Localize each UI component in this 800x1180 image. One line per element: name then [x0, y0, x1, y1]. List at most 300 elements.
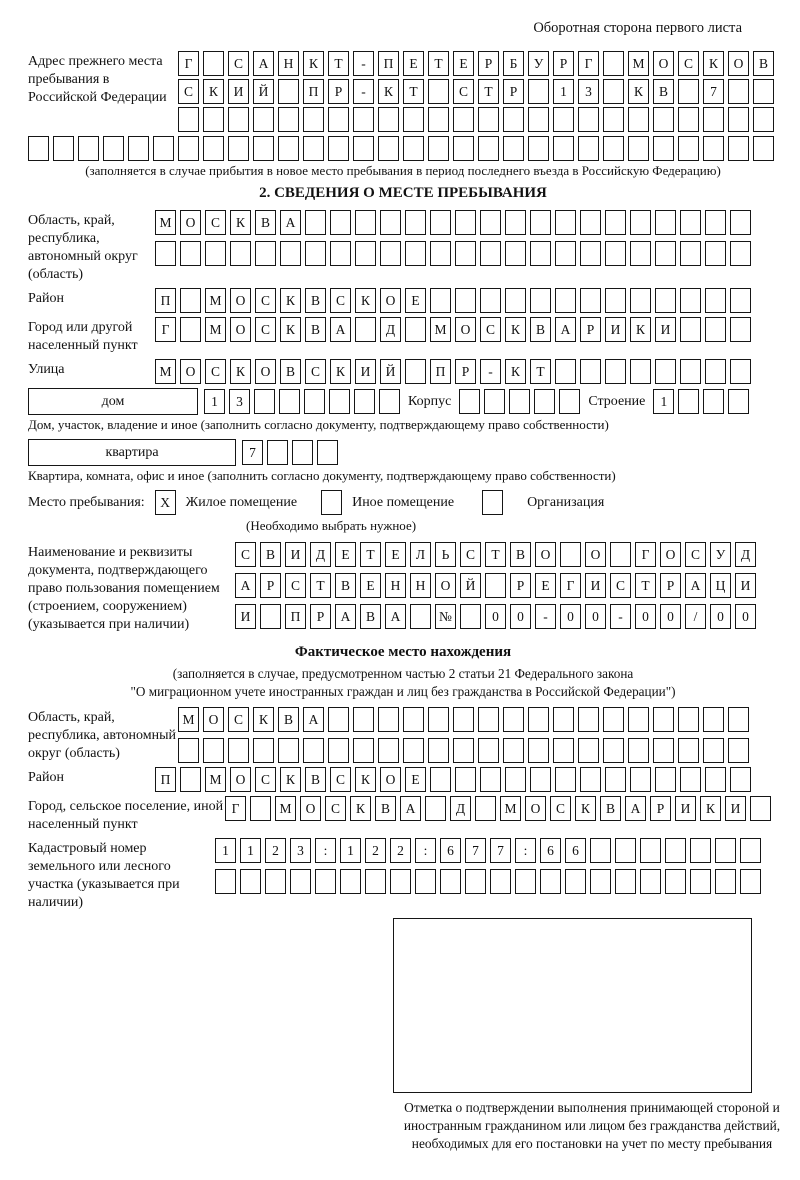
grid-cell: У — [710, 542, 731, 567]
grid-cell — [178, 738, 199, 763]
grid-cell: И — [585, 573, 606, 598]
grid-cell — [330, 241, 351, 266]
grid-cell — [728, 389, 749, 414]
grid-cell: Д — [380, 317, 401, 342]
grid-cell: К — [630, 317, 651, 342]
grid-cell — [230, 241, 251, 266]
grid-cell: К — [505, 317, 526, 342]
grid-cell — [509, 389, 530, 414]
grid-cell — [480, 767, 501, 792]
grid-cell — [690, 869, 711, 894]
grid-cell — [304, 389, 325, 414]
page-corner-note: Оборотная сторона первого листа — [533, 20, 742, 36]
grid-cell: И — [228, 79, 249, 104]
grid-cell: В — [335, 573, 356, 598]
grid-cell: С — [255, 317, 276, 342]
grid-cell — [705, 241, 726, 266]
grid-cell: / — [685, 604, 706, 629]
grid-cell — [628, 707, 649, 732]
region-row-2 — [155, 241, 751, 266]
grid-cell — [415, 869, 436, 894]
grid-cell — [730, 767, 751, 792]
grid-cell — [728, 707, 749, 732]
grid-cell: П — [378, 51, 399, 76]
grid-cell — [580, 288, 601, 313]
grid-cell — [678, 707, 699, 732]
stamp-caption: Отметка о подтверждении выполнения принимающей стороной и иностранным гражданином или лицом без гражданства действий, необходимых для его постановки на учет по месту пребывания — [403, 1100, 781, 1151]
grid-cell — [630, 288, 651, 313]
grid-cell — [740, 869, 761, 894]
grid-cell: О — [230, 317, 251, 342]
grid-cell: 3 — [578, 79, 599, 104]
actual-region-label: Область, край, республика, автономный округ (область) — [28, 710, 177, 761]
grid-cell — [615, 869, 636, 894]
grid-cell: М — [205, 767, 226, 792]
actual-region-row-2 — [178, 738, 749, 763]
grid-cell: О — [230, 288, 251, 313]
grid-cell: - — [353, 51, 374, 76]
grid-cell — [703, 389, 724, 414]
grid-cell — [180, 767, 201, 792]
actual-district-field — [28, 767, 778, 792]
grid-cell: В — [260, 542, 281, 567]
grid-cell — [628, 738, 649, 763]
grid-cell: Е — [405, 288, 426, 313]
grid-cell — [379, 389, 400, 414]
grid-cell — [678, 136, 699, 161]
grid-cell: Т — [428, 51, 449, 76]
grid-cell — [53, 136, 74, 161]
house-number-cells — [204, 389, 400, 414]
grid-cell: 7 — [703, 79, 724, 104]
grid-cell — [290, 869, 311, 894]
grid-cell: М — [205, 288, 226, 313]
grid-cell: И — [655, 317, 676, 342]
grid-cell — [630, 359, 651, 384]
grid-cell: О — [203, 707, 224, 732]
actual-region-field — [28, 707, 778, 763]
grid-cell: О — [653, 51, 674, 76]
grid-cell: О — [380, 288, 401, 313]
grid-cell — [478, 738, 499, 763]
prev-address-field — [28, 51, 778, 132]
grid-cell: С — [205, 359, 226, 384]
grid-cell: Н — [385, 573, 406, 598]
grid-cell — [553, 707, 574, 732]
grid-cell: О — [255, 359, 276, 384]
grid-cell — [530, 241, 551, 266]
grid-cell: Е — [360, 573, 381, 598]
grid-cell — [278, 136, 299, 161]
grid-cell: И — [235, 604, 256, 629]
grid-cell: К — [575, 796, 596, 821]
grid-cell: А — [280, 210, 301, 235]
grid-cell: О — [660, 542, 681, 567]
grid-cell: 1 — [340, 838, 361, 863]
grid-cell — [728, 79, 749, 104]
grid-cell: К — [280, 317, 301, 342]
grid-cell — [680, 241, 701, 266]
grid-cell: 2 — [390, 838, 411, 863]
grid-cell — [680, 210, 701, 235]
grid-cell — [715, 869, 736, 894]
grid-cell: С — [285, 573, 306, 598]
korpus-cells — [459, 389, 580, 414]
grid-cell — [403, 707, 424, 732]
grid-cell: Е — [403, 51, 424, 76]
grid-cell: - — [353, 79, 374, 104]
grid-cell — [459, 389, 480, 414]
grid-cell — [728, 738, 749, 763]
actual-city-field — [28, 796, 778, 834]
stay-type-row — [28, 490, 778, 515]
grid-cell: А — [385, 604, 406, 629]
grid-cell — [453, 136, 474, 161]
region-row-1 — [155, 210, 751, 235]
grid-cell — [728, 136, 749, 161]
actual-location-title: Фактическое место нахождения — [294, 644, 512, 660]
grid-cell — [705, 359, 726, 384]
grid-cell: Т — [328, 51, 349, 76]
actual-city-label: Город, сельское поселение, иной населенный пункт — [28, 799, 224, 832]
grid-cell — [653, 738, 674, 763]
grid-cell — [378, 707, 399, 732]
grid-cell — [490, 869, 511, 894]
actual-district-row — [155, 767, 751, 792]
grid-cell — [453, 707, 474, 732]
grid-cell: П — [285, 604, 306, 629]
option-organization-label: Организация — [527, 494, 605, 510]
grid-cell: С — [305, 359, 326, 384]
grid-cell — [240, 869, 261, 894]
grid-cell — [410, 604, 431, 629]
grid-cell — [605, 210, 626, 235]
grid-cell — [430, 241, 451, 266]
grid-cell: : — [315, 838, 336, 863]
grid-cell — [378, 738, 399, 763]
grid-cell: Е — [453, 51, 474, 76]
grid-cell — [703, 136, 724, 161]
grid-cell: М — [500, 796, 521, 821]
checkbox-organization — [482, 490, 503, 515]
grid-cell — [703, 738, 724, 763]
grid-cell — [480, 241, 501, 266]
grid-cell: К — [355, 767, 376, 792]
grid-cell: - — [610, 604, 631, 629]
grid-cell: М — [430, 317, 451, 342]
section2-title: 2. СВЕДЕНИЯ О МЕСТЕ ПРЕБЫВАНИЯ — [259, 185, 547, 201]
region-field — [28, 210, 778, 284]
grid-cell: 0 — [735, 604, 756, 629]
grid-cell — [265, 869, 286, 894]
grid-cell: 1 — [240, 838, 261, 863]
grid-cell — [267, 440, 288, 465]
grid-cell: Е — [385, 542, 406, 567]
grid-cell — [534, 389, 555, 414]
grid-cell: Р — [580, 317, 601, 342]
grid-cell: Ц — [710, 573, 731, 598]
grid-cell — [430, 210, 451, 235]
grid-cell — [178, 107, 199, 132]
grid-cell — [205, 241, 226, 266]
grid-cell: А — [253, 51, 274, 76]
district-field — [28, 288, 778, 313]
grid-cell: П — [155, 767, 176, 792]
grid-cell: Т — [530, 359, 551, 384]
grid-cell: К — [700, 796, 721, 821]
grid-cell — [678, 389, 699, 414]
grid-cell: : — [515, 838, 536, 863]
actual-location-note — [28, 665, 778, 701]
grid-cell — [680, 288, 701, 313]
grid-cell — [453, 738, 474, 763]
grid-cell: А — [330, 317, 351, 342]
grid-cell — [530, 210, 551, 235]
grid-cell: 0 — [710, 604, 731, 629]
grid-cell — [279, 389, 300, 414]
grid-cell: О — [535, 542, 556, 567]
grid-cell: Е — [535, 573, 556, 598]
grid-cell — [665, 838, 686, 863]
apartment-caption: Квартира, комната, офис и иное (заполнить согласно документу, подтверждающему право собственности) — [28, 468, 616, 483]
document-row-2 — [235, 573, 756, 598]
grid-cell: Г — [178, 51, 199, 76]
grid-cell: К — [280, 767, 301, 792]
grid-cell — [340, 869, 361, 894]
grid-cell — [292, 440, 313, 465]
grid-cell — [228, 136, 249, 161]
grid-cell — [580, 359, 601, 384]
grid-cell: 2 — [365, 838, 386, 863]
grid-cell: С — [205, 210, 226, 235]
grid-cell: 0 — [560, 604, 581, 629]
city-field — [28, 317, 778, 355]
grid-cell: К — [355, 288, 376, 313]
grid-cell: 1 — [653, 389, 674, 414]
district-label: Район — [28, 291, 64, 306]
grid-cell — [253, 107, 274, 132]
grid-cell — [440, 869, 461, 894]
grid-cell — [730, 317, 751, 342]
grid-cell — [428, 136, 449, 161]
grid-cell: С — [330, 288, 351, 313]
region-label: Область, край, республика, автономный округ (область) — [28, 213, 138, 282]
grid-cell — [653, 107, 674, 132]
grid-cell: А — [555, 317, 576, 342]
grid-cell — [730, 288, 751, 313]
grid-cell — [690, 838, 711, 863]
grid-cell — [605, 241, 626, 266]
grid-cell — [303, 738, 324, 763]
grid-cell — [528, 79, 549, 104]
grid-cell: И — [355, 359, 376, 384]
grid-cell — [615, 838, 636, 863]
grid-cell: В — [510, 542, 531, 567]
grid-cell — [203, 51, 224, 76]
grid-cell — [250, 796, 271, 821]
grid-cell: В — [305, 317, 326, 342]
grid-cell — [378, 136, 399, 161]
grid-cell: К — [253, 707, 274, 732]
grid-cell — [603, 51, 624, 76]
grid-cell — [605, 359, 626, 384]
grid-cell — [680, 317, 701, 342]
grid-cell — [740, 838, 761, 863]
grid-cell — [353, 707, 374, 732]
grid-cell — [678, 107, 699, 132]
grid-cell — [203, 107, 224, 132]
grid-cell: О — [230, 767, 251, 792]
grid-cell: М — [155, 210, 176, 235]
grid-cell: С — [550, 796, 571, 821]
grid-cell — [480, 288, 501, 313]
grid-cell — [303, 107, 324, 132]
grid-cell: М — [205, 317, 226, 342]
grid-cell — [254, 389, 275, 414]
grid-cell — [78, 136, 99, 161]
grid-cell — [475, 796, 496, 821]
grid-cell — [484, 389, 505, 414]
actual-region-row-1 — [178, 707, 749, 732]
stroenie-cells — [653, 389, 749, 414]
grid-cell — [578, 107, 599, 132]
grid-cell: К — [280, 288, 301, 313]
grid-cell — [215, 869, 236, 894]
grid-cell: К — [330, 359, 351, 384]
grid-cell: С — [460, 542, 481, 567]
grid-cell — [355, 317, 376, 342]
grid-cell — [180, 317, 201, 342]
grid-cell: С — [678, 51, 699, 76]
grid-cell: О — [380, 767, 401, 792]
grid-cell — [353, 107, 374, 132]
grid-cell — [485, 573, 506, 598]
grid-cell — [303, 136, 324, 161]
grid-cell: Г — [635, 542, 656, 567]
street-field — [28, 359, 778, 384]
grid-cell — [630, 241, 651, 266]
grid-cell — [428, 79, 449, 104]
grid-cell — [353, 738, 374, 763]
grid-cell: 7 — [242, 440, 263, 465]
grid-cell — [653, 136, 674, 161]
grid-cell — [665, 869, 686, 894]
grid-cell: 0 — [510, 604, 531, 629]
grid-cell — [655, 288, 676, 313]
grid-cell — [565, 869, 586, 894]
grid-cell: П — [303, 79, 324, 104]
grid-cell — [705, 288, 726, 313]
grid-cell — [753, 136, 774, 161]
grid-cell: 3 — [229, 389, 250, 414]
grid-cell — [655, 767, 676, 792]
grid-cell — [703, 107, 724, 132]
grid-cell — [478, 707, 499, 732]
grid-cell — [378, 107, 399, 132]
cadastral-field — [28, 838, 778, 912]
grid-cell: С — [480, 317, 501, 342]
grid-cell: О — [455, 317, 476, 342]
grid-cell — [503, 707, 524, 732]
grid-cell — [753, 79, 774, 104]
document-field — [28, 542, 778, 634]
grid-cell — [503, 107, 524, 132]
grid-cell — [505, 767, 526, 792]
grid-cell — [278, 107, 299, 132]
stamp-box — [393, 918, 752, 1093]
grid-cell — [455, 767, 476, 792]
grid-cell: Н — [278, 51, 299, 76]
grid-cell: Т — [635, 573, 656, 598]
grid-cell — [528, 107, 549, 132]
grid-cell: Е — [405, 767, 426, 792]
grid-cell: Й — [253, 79, 274, 104]
grid-cell — [530, 288, 551, 313]
prev-address-row-4 — [28, 136, 778, 161]
checkbox-residential: X — [155, 490, 176, 515]
grid-cell: Ь — [435, 542, 456, 567]
grid-cell: К — [350, 796, 371, 821]
prev-address-row-1 — [178, 51, 774, 76]
grid-cell — [460, 604, 481, 629]
grid-cell — [750, 796, 771, 821]
grid-cell: Р — [260, 573, 281, 598]
option-residential-label: Жилое помещение — [185, 494, 298, 510]
grid-cell: И — [285, 542, 306, 567]
grid-cell — [455, 241, 476, 266]
grid-cell — [680, 767, 701, 792]
street-row — [155, 359, 751, 384]
grid-cell: А — [400, 796, 421, 821]
grid-cell: П — [430, 359, 451, 384]
grid-cell — [203, 136, 224, 161]
grid-cell: С — [235, 542, 256, 567]
grid-cell: С — [330, 767, 351, 792]
grid-cell: М — [275, 796, 296, 821]
grid-cell: В — [530, 317, 551, 342]
cadastral-row-1 — [215, 838, 761, 863]
grid-cell — [428, 107, 449, 132]
document-label: Наименование и реквизиты документа, подтверждающего право пользования помещением (строением, сооружением) (указывается при наличии) — [28, 545, 220, 632]
grid-cell: Д — [310, 542, 331, 567]
checkbox-other-premises — [321, 490, 342, 515]
grid-cell — [590, 838, 611, 863]
grid-cell — [578, 738, 599, 763]
grid-cell: К — [203, 79, 224, 104]
stay-type-label: Место пребывания: — [28, 494, 145, 510]
korpus-label: Корпус — [408, 393, 452, 409]
grid-cell: 3 — [290, 838, 311, 863]
grid-cell: Р — [310, 604, 331, 629]
grid-cell: К — [230, 210, 251, 235]
actual-district-label: Район — [28, 770, 64, 785]
grid-cell — [655, 241, 676, 266]
grid-cell — [528, 136, 549, 161]
grid-cell: О — [525, 796, 546, 821]
grid-cell — [730, 210, 751, 235]
grid-cell: М — [178, 707, 199, 732]
grid-cell: Г — [155, 317, 176, 342]
grid-cell: Т — [360, 542, 381, 567]
grid-cell — [353, 136, 374, 161]
grid-cell: К — [303, 51, 324, 76]
grid-cell — [553, 107, 574, 132]
grid-cell: Р — [660, 573, 681, 598]
option-other-premises-label: Иное помещение — [352, 494, 455, 510]
grid-cell — [715, 838, 736, 863]
grid-cell: 0 — [660, 604, 681, 629]
actual-note-line-2: "О миграционном учете иностранных граждан и лиц без гражданства в Российской Федерации") — [130, 684, 676, 699]
